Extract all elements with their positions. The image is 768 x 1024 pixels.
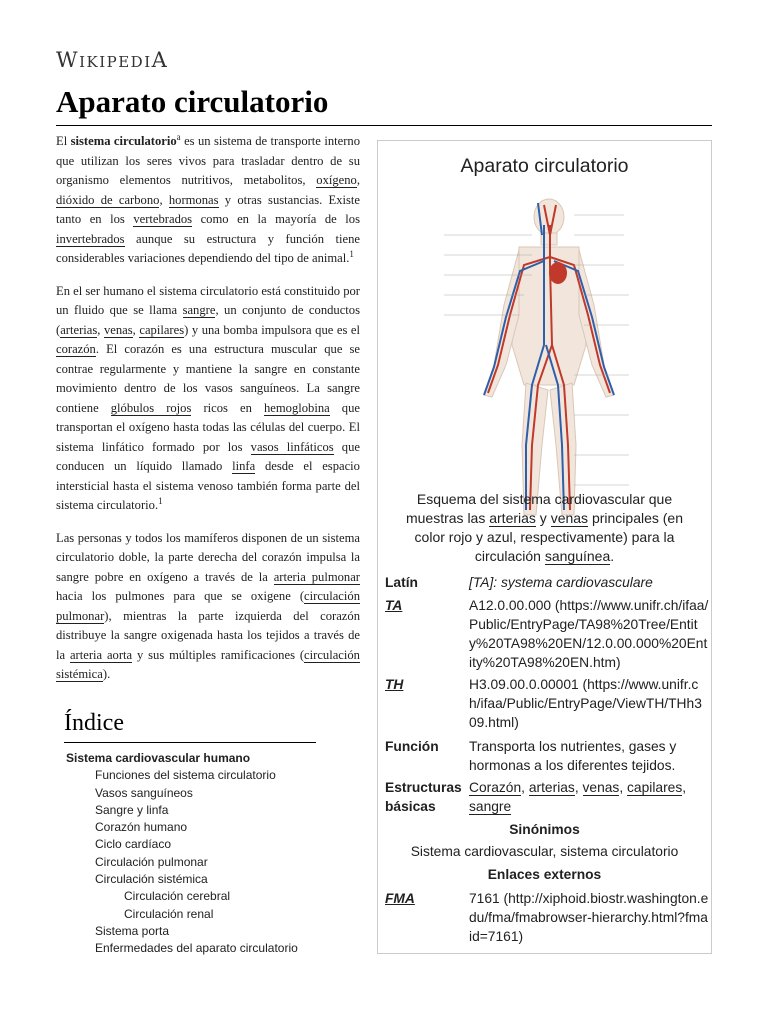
text-run: ) y una bomba impulsora que es el (184, 322, 361, 337)
text-run: En el ser humano el sistema circulatorio está constituido por un fluido que se llama (56, 283, 360, 317)
text-run: ), mientras la parte izquierda del corazón distribuye la sangre oxigenada hasta los tejidos a través de la (56, 608, 360, 662)
text-run: , (159, 192, 169, 207)
reference-link[interactable]: 1 (158, 495, 163, 506)
title-divider (56, 125, 712, 126)
article-link[interactable]: Corazón (469, 780, 522, 795)
toc-item[interactable]: Corazón humano (95, 820, 188, 835)
text-run: , un conjunto de conductos ( (56, 303, 360, 337)
funcion-label: Función (385, 739, 439, 754)
toc-divider (64, 742, 316, 743)
article-link[interactable]: venas (550, 510, 589, 526)
heart-icon (549, 262, 567, 284)
estructuras-label: Estructuras básicas (385, 780, 462, 814)
article-link[interactable]: oxígeno (316, 173, 357, 187)
article-link[interactable]: capilares (139, 322, 185, 337)
article-body (56, 132, 360, 698)
estructuras-value (469, 778, 709, 816)
toc-item[interactable]: Circulación pulmonar (95, 854, 208, 869)
text-run: que conducen un líquido llamado (56, 439, 360, 473)
text-run: que transportan el oxígeno hasta todas las células del cuerpo. El sistema linfático formado por los (56, 400, 360, 454)
article-link[interactable]: capilares (627, 780, 683, 795)
th-label[interactable]: TH (385, 677, 404, 692)
ta-label[interactable]: TA (385, 598, 403, 613)
toc-heading: Índice (64, 710, 124, 736)
bold-term: sistema circulatorio (70, 134, 177, 148)
text-run: , (356, 173, 360, 187)
toc-item[interactable]: Funciones del sistema circulatorio (95, 768, 276, 783)
infobox-caption (392, 490, 697, 566)
reference-link[interactable]: a (176, 131, 181, 142)
sinonimos-value: Sistema cardiovascular, sistema circulatorio (410, 844, 679, 859)
text-run: y otras sustancias. Existe tanto en los (56, 192, 360, 226)
toc-item[interactable]: Circulación renal (124, 906, 214, 921)
text-run: hacia los pulmones para que se oxigene ( (56, 589, 305, 603)
toc-item[interactable]: Sistema porta (95, 923, 170, 938)
toc-item[interactable]: Sangre y linfa (95, 802, 169, 817)
text-run: , (97, 322, 104, 337)
toc-item[interactable]: Vasos sanguíneos (95, 785, 193, 800)
article-link[interactable]: glóbulos rojos (110, 400, 192, 415)
fma-value[interactable]: 7161 (http://xiphoid.biostr.washington.edu/fma/fmabrowser-hierarchy.html?fmaid=7161) (469, 891, 709, 944)
text-run: . El corazón es una estructura muscular que se contrae regularmente y mantiene la sangre en constante movimiento dentro de los vasos sanguíneos. La sangre contiene (56, 342, 360, 415)
text-run: aunque su estructura y función tiene considerables variaciones dependiendo del tipo de animal. (56, 231, 360, 265)
article-link[interactable]: circulación sistémica (56, 647, 360, 681)
text-run: Esquema del sistema cardiovascular que muestras las (405, 491, 673, 526)
sinonimos-heading: Sinónimos (509, 822, 580, 837)
toc-item[interactable]: Ciclo cardíaco (95, 837, 172, 852)
ta-value[interactable]: A12.0.00.000 (https://www.unifr.ch/ifaa/Public/EntryPage/TA98%20Tree/Entity%20TA98%20EN/12.0.00.000%20Entity%20TA98%20EN.htm) (469, 598, 709, 670)
text-run: , (574, 780, 583, 795)
paragraph-double-circulation (56, 529, 360, 685)
text-run: , (619, 780, 628, 795)
article-link[interactable]: arterias (489, 510, 536, 526)
toc-item[interactable]: Circulación sistémica (95, 872, 208, 887)
text-run: El (56, 134, 71, 148)
article-link[interactable]: sangre (469, 799, 512, 814)
article-link[interactable]: arteria aorta (69, 647, 133, 662)
text-run: . (610, 548, 615, 564)
latin-value: [TA]: systema cardiovasculare (469, 575, 653, 590)
toc-item[interactable]: Circulación cerebral (124, 889, 231, 904)
fma-label[interactable]: FMA (385, 891, 415, 906)
text-run: Las personas y todos los mamíferos disponen de un sistema circulatorio doble, la parte derecha del corazón impulsa la sangre pobre en oxígeno a través de la (56, 530, 360, 584)
text-run: es un sistema de transporte interno que utilizan los seres vivos para trasladar dentro de su organismo elementos nutritivos, metabolitos, (56, 134, 360, 187)
text-run: y (535, 510, 551, 526)
toc-item[interactable]: Enfermedades del aparato circulatorio (95, 941, 298, 956)
article-link[interactable]: sangre (182, 303, 216, 317)
reference-link[interactable]: 1 (349, 248, 354, 259)
text-run: principales (en color rojo y azul, respectivamente) para la circulación (414, 510, 683, 564)
text-run: , (521, 780, 529, 795)
text-run: , (682, 780, 687, 795)
article-link[interactable]: hormonas (168, 192, 219, 207)
circulatory-system-illustration[interactable] (424, 195, 674, 535)
article-link[interactable]: arteria pulmonar (273, 569, 360, 584)
text-run: como en la mayoría de los (192, 212, 360, 226)
article-link[interactable]: sanguínea (544, 548, 611, 564)
article-link[interactable]: dióxido de carbono (56, 192, 160, 207)
paragraph-intro (56, 132, 360, 269)
article-link[interactable]: vertebrados (133, 212, 193, 226)
article-link[interactable]: arterias (528, 780, 575, 795)
page-title: Aparato circulatorio (56, 84, 329, 119)
article-link[interactable]: venas (582, 780, 620, 795)
table-of-contents (66, 750, 298, 958)
article-link[interactable]: invertebrados (56, 231, 125, 246)
enlaces-heading: Enlaces externos (487, 867, 602, 882)
funcion-value: Transporta los nutrientes, gases y hormonas a los diferentes tejidos. (469, 739, 677, 773)
infobox-title: Aparato circulatorio (460, 155, 629, 177)
article-link[interactable]: arterias (60, 322, 98, 337)
infobox (377, 140, 712, 954)
text-run: y sus múltiples ramificaciones ( (132, 647, 305, 662)
toc-item[interactable]: Sistema cardiovascular humano (66, 751, 251, 765)
wikipedia-logo[interactable]: WikipediA (56, 48, 169, 72)
latin-label: Latín (385, 575, 418, 590)
article-link[interactable]: venas (103, 322, 133, 337)
text-run: ). (102, 667, 111, 681)
article-link[interactable]: vasos linfáticos (250, 439, 334, 454)
text-run: ricos en (191, 400, 264, 415)
th-value[interactable]: H3.09.00.0.00001 (https://www.unifr.ch/ifaa/Public/EntryPage/ViewTH/THh309.html) (469, 677, 702, 730)
article-link[interactable]: hemoglobina (263, 400, 330, 415)
article-link[interactable]: linfa (232, 459, 256, 473)
article-link[interactable]: corazón (56, 342, 96, 356)
text-run: desde el espacio intersticial hasta el sistema venoso también forma parte del sistema circulatorio. (56, 459, 360, 512)
paragraph-human (56, 282, 360, 516)
text-run: , (132, 322, 140, 337)
article-link[interactable]: circulación pulmonar (56, 589, 360, 623)
